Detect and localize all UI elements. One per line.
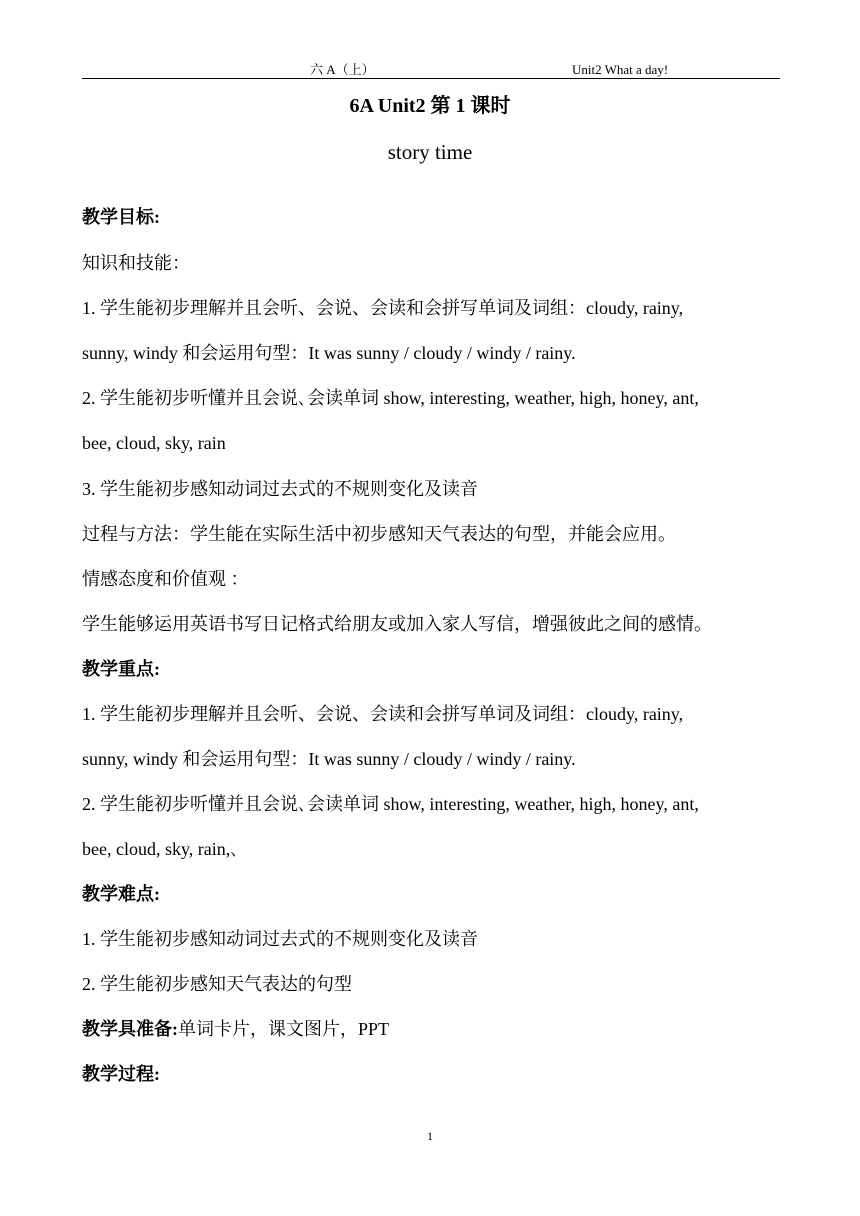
document-title: 6A Unit2 第 1 课时	[349, 95, 511, 117]
teaching-aids-list: 单词卡片，课文图片，PPT	[178, 1019, 390, 1039]
body-line: 1. 学生能初步理解并且会听、会说、会读和会拼写单词及词组：cloudy, rainy,	[82, 298, 684, 318]
header-right-text: Unit2 What a day!	[572, 62, 669, 77]
prep-line	[82, 1016, 802, 1042]
heading-key-points: 教学重点:	[82, 659, 160, 679]
page-number: 1	[427, 1129, 433, 1143]
body-line: 知识和技能：	[82, 253, 190, 273]
body-line: 2. 学生能初步听懂并且会说､会读单词 show, interesting, weather, high, honey, ant,	[82, 388, 699, 408]
body-line: 过程与方法：学生能在实际生活中初步感知天气表达的句型，并能会应用。	[82, 524, 676, 544]
heading-teaching-aids: 教学具准备:	[82, 1019, 178, 1039]
body-line: 1. 学生能初步感知动词过去式的不规则变化及读音	[82, 929, 478, 949]
header-left-text: 六 A（上）	[310, 62, 375, 77]
heading-objectives: 教学目标:	[82, 207, 160, 227]
document-subtitle: story time	[387, 140, 473, 164]
body-line: bee, cloud, sky, rain,､	[82, 839, 240, 859]
body-line: 2. 学生能初步感知天气表达的句型	[82, 974, 352, 994]
page-header	[82, 62, 780, 79]
body-line: 3. 学生能初步感知动词过去式的不规则变化及读音	[82, 479, 478, 499]
heading-difficulties: 教学难点:	[82, 884, 160, 904]
body-line: 情感态度和价值观 ：	[82, 569, 249, 589]
body-line: sunny, windy 和会运用句型：It was sunny / cloudy / windy / rainy.	[82, 343, 576, 363]
body-line: bee, cloud, sky, rain	[82, 433, 226, 453]
body-line: 1. 学生能初步理解并且会听、会说、会读和会拼写单词及词组：cloudy, rainy,	[82, 704, 684, 724]
body-line: 学生能够运用英语书写日记格式给朋友或加入家人写信，增强彼此之间的感情。	[82, 614, 712, 634]
body-line: sunny, windy 和会运用句型：It was sunny / cloudy / windy / rainy.	[82, 749, 576, 769]
body-line: 2. 学生能初步听懂并且会说､会读单词 show, interesting, weather, high, honey, ant,	[82, 794, 699, 814]
heading-process: 教学过程:	[82, 1064, 160, 1084]
